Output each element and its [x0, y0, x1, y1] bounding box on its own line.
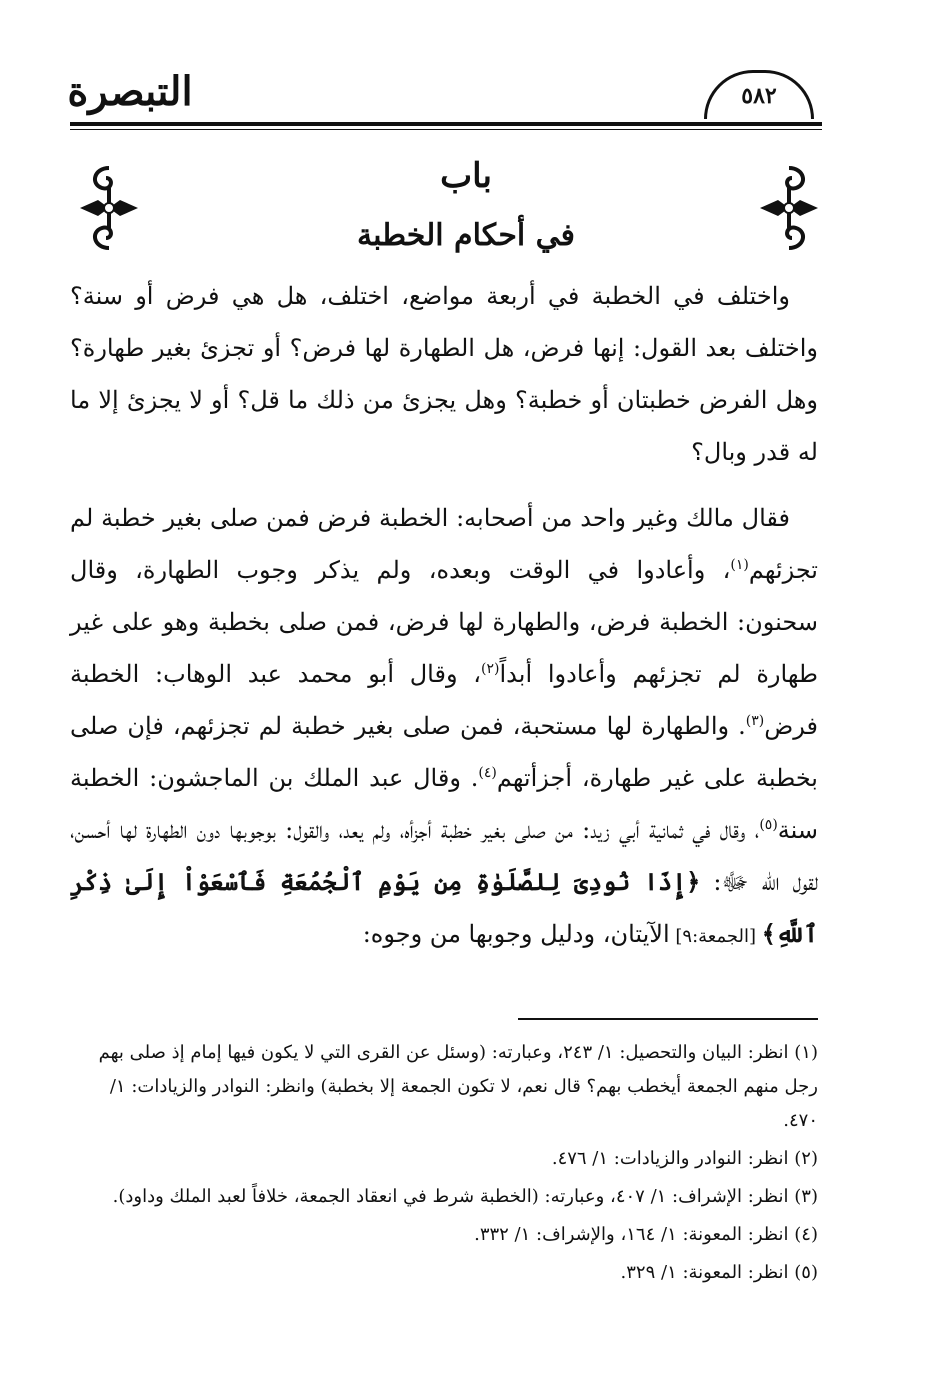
main-text — [70, 270, 818, 963]
footnote-ref: (٢) — [481, 661, 500, 677]
paragraph — [70, 492, 818, 963]
text-run: ، وقال أبو محمد عبد الوهاب: الخطبة فرض — [70, 660, 818, 740]
footnote-ref: (١) — [730, 557, 749, 573]
footnote: (٣) انظر: الإشراف: ١/ ٤٠٧، وعبارته: (الخطبة شرط في انعقاد الجمعة، خلافاً لعبد الملك وداود). — [112, 1186, 818, 1207]
paragraph: واختلف في الخطبة في أربعة مواضع، اختلف، هل هي فرض أو سنة؟ واختلف بعد القول: إنها فرض، هل الطهارة لها فرض؟ أو تجزئ بغير طهارة؟ وهل الفرض خطبتان أو خطبة؟ وهل يجزئ من ذلك ما قل؟ أو لا يجزئ إلا ما له قدر وبال؟ — [70, 282, 818, 466]
text-run: . والطهارة لها مستحبة، فمن صلى بغير خطبة لم تجزئهم، فإن صلى بخطبة على غير طهارة، أجزأتهم — [70, 712, 818, 792]
text-run: الآيتان، ودليل وجوبها من وجوه: — [362, 920, 670, 948]
footnote: (٥) انظر: المعونة: ١/ ٣٢٩. — [620, 1262, 818, 1283]
footnote-ref: (٥) — [759, 817, 778, 833]
quran-verse: ﴿إِذَا نُودِىَ لِلصَّلَوٰةِ مِن يَوْمِ ٱلْجُمُعَةِ فَٱسْعَوْاْ إِلَىٰ ذِكْرِ ٱللَّهِ﴾ — [70, 867, 818, 948]
header-rule — [70, 122, 822, 126]
text-run: فقال مالك وغير واحد من أصحابه: الخطبة فرض فمن صلى بغير خطبة لم تجزئهم — [70, 504, 818, 584]
verse-citation: [الجمعة:٩] — [669, 926, 762, 947]
footnote: (١) انظر: البيان والتحصيل: ١/ ٢٤٣، وعبارته: (وسئل عن القرى التي لا يكون فيها إمام إذ صلى بهم رجل منهم الجمعة أيخطب بهم؟ قال نعم، لا تكون الجمعة إلا بخطبة) وانظر: النوادر والزيادات: ١/ ٤٧٠. — [98, 1042, 818, 1131]
scroll-ornament-icon — [756, 162, 822, 254]
chapter-title: باب — [440, 156, 492, 196]
footnote-ref: (٣) — [745, 713, 765, 729]
footnotes — [70, 1036, 818, 1294]
footnote-separator — [518, 1018, 818, 1020]
scroll-ornament-icon — [76, 162, 142, 254]
header-rule-thin — [70, 129, 822, 130]
text-run: ، وقال في ثمانية أبي زيد: من صلى بغير خطبة أجزأه، ولم يعد، والقول: بوجوبها دون الطهارة لها أحسن، لقول الله ﷻ: — [70, 816, 819, 896]
footnote: (٢) انظر: النوادر والزيادات: ١/ ٤٧٦. — [551, 1148, 818, 1169]
page-header — [67, 62, 822, 132]
chapter-subtitle: في أحكام الخطبة — [357, 218, 575, 253]
book-title: التبصرة — [67, 67, 193, 115]
page-number: ٥٨٢ — [704, 70, 814, 119]
text-run: . وقال عبد الملك بن الماجشون: الخطبة سنة — [70, 764, 818, 844]
text-run: ، وأعادوا في الوقت وبعده، ولم يذكر وجوب الطهارة، وقال سحنون: الخطبة فرض، والطهارة لها فرض، فمن صلى بخطبة وهو على غير طهارة لم تجزئهم وأعادوا أبداً — [70, 556, 818, 688]
footnote-ref: (٤) — [478, 765, 497, 781]
footnote: (٤) انظر: المعونة: ١/ ١٦٤، والإشراف: ١/ ٣٣٢. — [474, 1224, 818, 1245]
